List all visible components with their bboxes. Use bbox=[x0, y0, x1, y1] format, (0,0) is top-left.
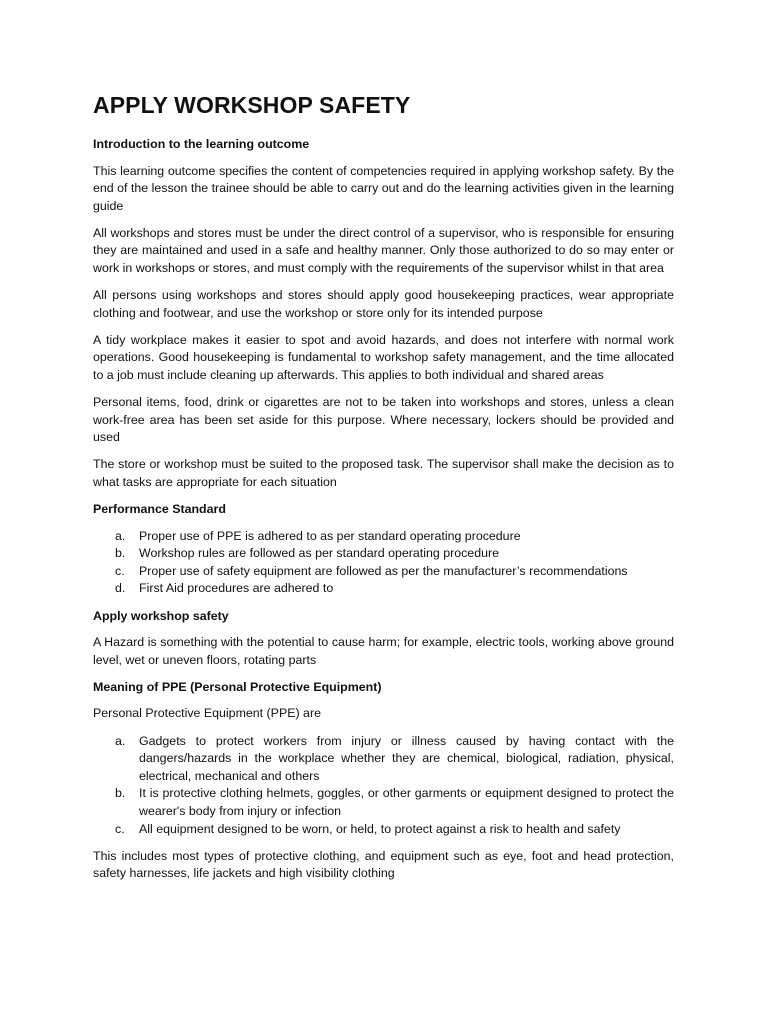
list-item bbox=[93, 785, 674, 820]
list-item-text: Gadgets to protect workers from injury or illness caused by having contact with the dangers/hazards in the workplace whether they are chemical, biological, radiation, physical, electrical, mechanical and others bbox=[139, 733, 674, 783]
ppe-list bbox=[93, 733, 674, 839]
list-item-text: It is protective clothing helmets, goggles, or other garments or equipment designed to protect the wearer's body from injury or infection bbox=[139, 786, 674, 818]
intro-paragraph: All persons using workshops and stores should apply good housekeeping practices, wear appropriate clothing and footwear, and use the workshop or store only for its intended purpose bbox=[93, 288, 674, 320]
intro-paragraph: Personal items, food, drink or cigarettes are not to be taken into workshops and stores, unless a clean work-free area has been set aside for this purpose. Where necessary, lockers should be provided and used bbox=[93, 395, 674, 445]
list-marker: c. bbox=[115, 821, 125, 836]
ppe-lead: Personal Protective Equipment (PPE) are bbox=[93, 706, 321, 721]
apply-paragraph: A Hazard is something with the potential to cause harm; for example, electric tools, working above ground level, wet or uneven floors, rotating parts bbox=[93, 635, 674, 667]
list-marker: b. bbox=[115, 786, 126, 801]
intro-paragraph: A tidy workplace makes it easier to spot and avoid hazards, and does not interfere with normal work operations. Good housekeeping is fundamental to workshop safety management, and the time allocated to a job must include cleaning up afterwards. This applies to both individual and shared areas bbox=[93, 332, 674, 383]
list-item-text: Proper use of safety equipment are followed as per the manufacturer’s recommendations bbox=[139, 563, 628, 578]
list-item bbox=[93, 528, 674, 546]
ppe-heading: Meaning of PPE (Personal Protective Equipment) bbox=[93, 679, 382, 694]
list-marker: a. bbox=[115, 733, 126, 748]
list-item-text: All equipment designed to be worn, or held, to protect against a risk to health and safety bbox=[139, 821, 621, 836]
performance-list bbox=[93, 528, 674, 598]
performance-heading: Performance Standard bbox=[93, 502, 226, 517]
list-item-text: Workshop rules are followed as per standard operating procedure bbox=[139, 546, 499, 561]
intro-paragraph: All workshops and stores must be under the direct control of a supervisor, who is responsible for ensuring they are maintained and used in a safe and healthy manner. Only those authorized to do so may enter or work in workshops or stores, and must comply with the requirements of the supervisor whilst in that area bbox=[93, 225, 674, 276]
list-item bbox=[93, 563, 674, 581]
document-page bbox=[93, 88, 674, 892]
list-item-text: Proper use of PPE is adhered to as per standard operating procedure bbox=[139, 528, 521, 543]
list-item bbox=[93, 733, 674, 786]
intro-heading: Introduction to the learning outcome bbox=[93, 137, 310, 151]
list-marker: c. bbox=[115, 563, 125, 578]
intro-paragraph: The store or workshop must be suited to the proposed task. The supervisor shall make the decision as to what tasks are appropriate for each situation bbox=[93, 457, 674, 489]
document-title: APPLY WORKSHOP SAFETY bbox=[93, 92, 411, 118]
apply-heading: Apply workshop safety bbox=[93, 608, 229, 623]
list-marker: b. bbox=[115, 546, 126, 561]
list-item-text: First Aid procedures are adhered to bbox=[139, 581, 334, 596]
ppe-closing: This includes most types of protective clothing, and equipment such as eye, foot and head protection, safety harnesses, life jackets and high visibility clothing bbox=[93, 848, 674, 881]
list-item bbox=[93, 545, 674, 563]
list-item bbox=[93, 821, 674, 839]
list-marker: a. bbox=[115, 528, 126, 543]
intro-paragraph: This learning outcome specifies the content of competencies required in applying workshop safety. By the end of the lesson the trainee should be able to carry out and do the learning activities given in the learning guide bbox=[93, 163, 674, 213]
list-item bbox=[93, 580, 674, 598]
list-marker: d. bbox=[115, 581, 126, 596]
